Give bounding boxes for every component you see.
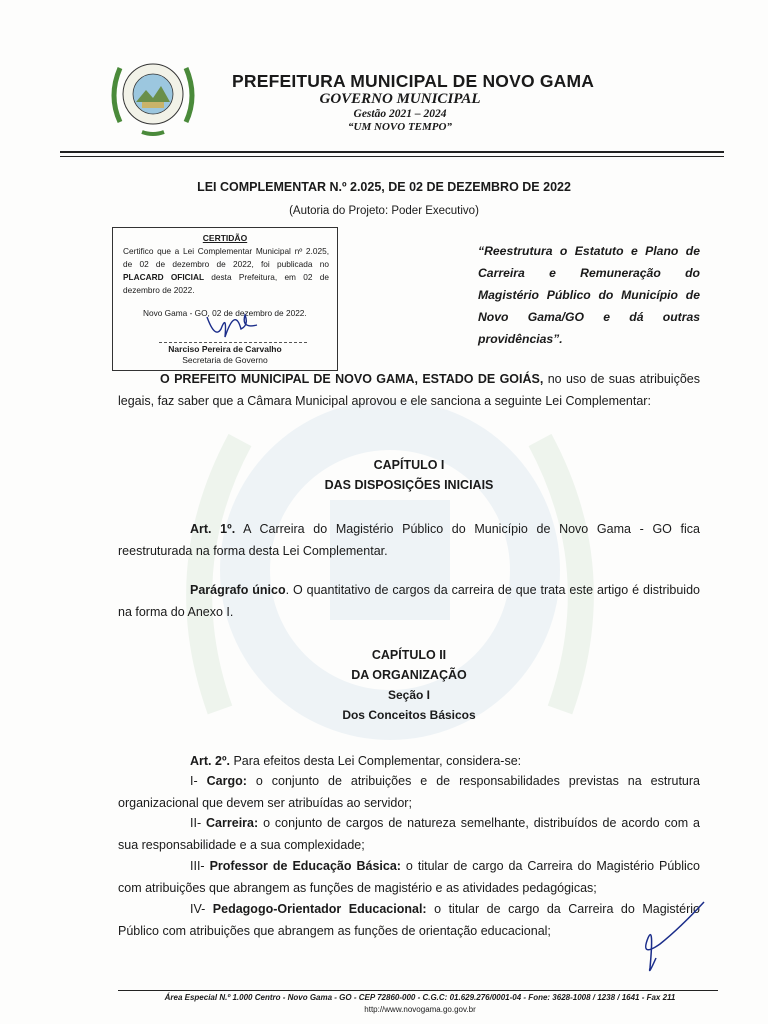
chapter-2-title: DA ORGANIZAÇÃO xyxy=(351,668,467,682)
preamble-bold: O PREFEITO MUNICIPAL DE NOVO GAMA, ESTADO DE GOIÁS, xyxy=(160,372,544,386)
article-2-text: Para efeitos desta Lei Complementar, considera-se: xyxy=(230,754,522,768)
definition-term: Professor de Educação Básica: xyxy=(209,859,401,873)
header-term: Gestão 2021 – 2024 xyxy=(353,108,447,120)
certificate-role: Secretaria de Governo xyxy=(182,355,268,365)
municipal-crest-logo xyxy=(106,52,200,138)
sole-paragraph xyxy=(118,579,700,623)
law-summary: “Reestrutura o Estatuto e Plano de Carreira e Remuneração do Magistério Público do Município de Novo Gama/GO e dá outras providências”. xyxy=(478,244,700,346)
section-1-number: Seção I xyxy=(387,688,431,702)
definition-text: o conjunto de atribuições e de responsabilidades previstas na estrutura organizacional que devem ser atribuídas ao servidor; xyxy=(118,774,700,810)
footer-url: http://www.novogama.go.gov.br xyxy=(364,1005,476,1014)
header-slogan: “UM NOVO TEMPO” xyxy=(348,121,452,133)
header-divider-thick xyxy=(60,151,724,153)
definition-number: III- xyxy=(190,859,210,873)
sole-paragraph-label: Parágrafo único xyxy=(190,583,286,597)
article-1-label: Art. 1º. xyxy=(190,522,236,536)
publication-certificate xyxy=(112,227,338,371)
footer-address: Área Especial N.º 1.000 Centro - Novo Gama - GO - CEP 72860-000 - C.G.C: 01.629.276/0001-04 - Fone: 3628-1008 / 1238 / 1641 - Fax 211 xyxy=(164,993,676,1002)
definition-term: Pedagogo-Orientador Educacional: xyxy=(212,902,427,916)
definition-text: o conjunto de cargos de natureza semelhante, distribuídos de acordo com a sua responsabilidade e a sua complexidade; xyxy=(118,816,700,852)
certificate-body-bold: PLACARD OFICIAL xyxy=(123,272,205,282)
definition-item xyxy=(118,855,700,899)
preamble xyxy=(118,368,700,412)
chapter-2-number: CAPÍTULO II xyxy=(371,648,447,662)
chapter-1-title: DAS DISPOSIÇÕES INICIAIS xyxy=(324,478,494,492)
article-1 xyxy=(118,518,700,562)
certificate-heading: CERTIDÃO xyxy=(202,233,248,243)
certificate-place-date: Novo Gama - GO, 02 de dezembro de 2022. xyxy=(143,308,307,318)
header-government: GOVERNO MUNICIPAL xyxy=(319,91,481,107)
handwritten-signature xyxy=(201,299,261,347)
definition-item xyxy=(118,898,700,942)
definition-item xyxy=(118,770,700,814)
definition-number: II- xyxy=(190,816,207,830)
certificate-signer: Narciso Pereira de Carvalho xyxy=(168,344,282,354)
law-title: LEI COMPLEMENTAR N.º 2.025, DE 02 DE DEZEMBRO DE 2022 xyxy=(197,180,571,194)
article-2 xyxy=(118,750,700,772)
chapter-1-number: CAPÍTULO I xyxy=(373,458,445,472)
certificate-body-text: Certifico que a Lei Complementar Municipal nº 2.025, de 02 de dezembro de 2022, foi publicada no xyxy=(123,246,329,269)
article-2-label: Art. 2º. xyxy=(190,754,230,768)
article-1-text: A Carreira do Magistério Público do Município de Novo Gama - GO fica reestruturada na forma desta Lei Complementar. xyxy=(118,522,700,558)
definition-term: Cargo: xyxy=(206,774,247,788)
definition-item xyxy=(118,812,700,856)
certificate-body xyxy=(123,245,329,297)
definition-number: IV- xyxy=(190,902,213,916)
definition-term: Carreira: xyxy=(206,816,259,830)
definition-text: o titular de cargo da Carreira do Magistério Público com atribuições que abrangem as funções de orientação educacional; xyxy=(118,902,700,938)
preamble-text: no uso de suas atribuições legais, faz saber que a Câmara Municipal aprovou e ele sanciona a seguinte Lei Complementar: xyxy=(118,372,700,408)
footer-divider xyxy=(118,990,718,991)
header-divider-thin xyxy=(60,156,724,157)
header-title: PREFEITURA MUNICIPAL DE NOVO GAMA xyxy=(232,71,595,91)
sole-paragraph-text: . O quantitativo de cargos da carreira de que trata este artigo é distribuido na forma do Anexo I. xyxy=(118,583,700,619)
margin-initials-signature xyxy=(620,898,710,978)
definition-number: I- xyxy=(190,774,207,788)
law-author: (Autoria do Projeto: Poder Executivo) xyxy=(289,205,479,217)
certificate-body-text-end: desta Prefeitura, em 02 de dezembro de 2022. xyxy=(123,272,329,295)
definition-text: o titular de cargo da Carreira do Magistério Público com atribuições que abrangem as funções de magistério e as atividades pedagógicas; xyxy=(118,859,701,895)
section-1-title: Dos Conceitos Básicos xyxy=(342,708,476,722)
